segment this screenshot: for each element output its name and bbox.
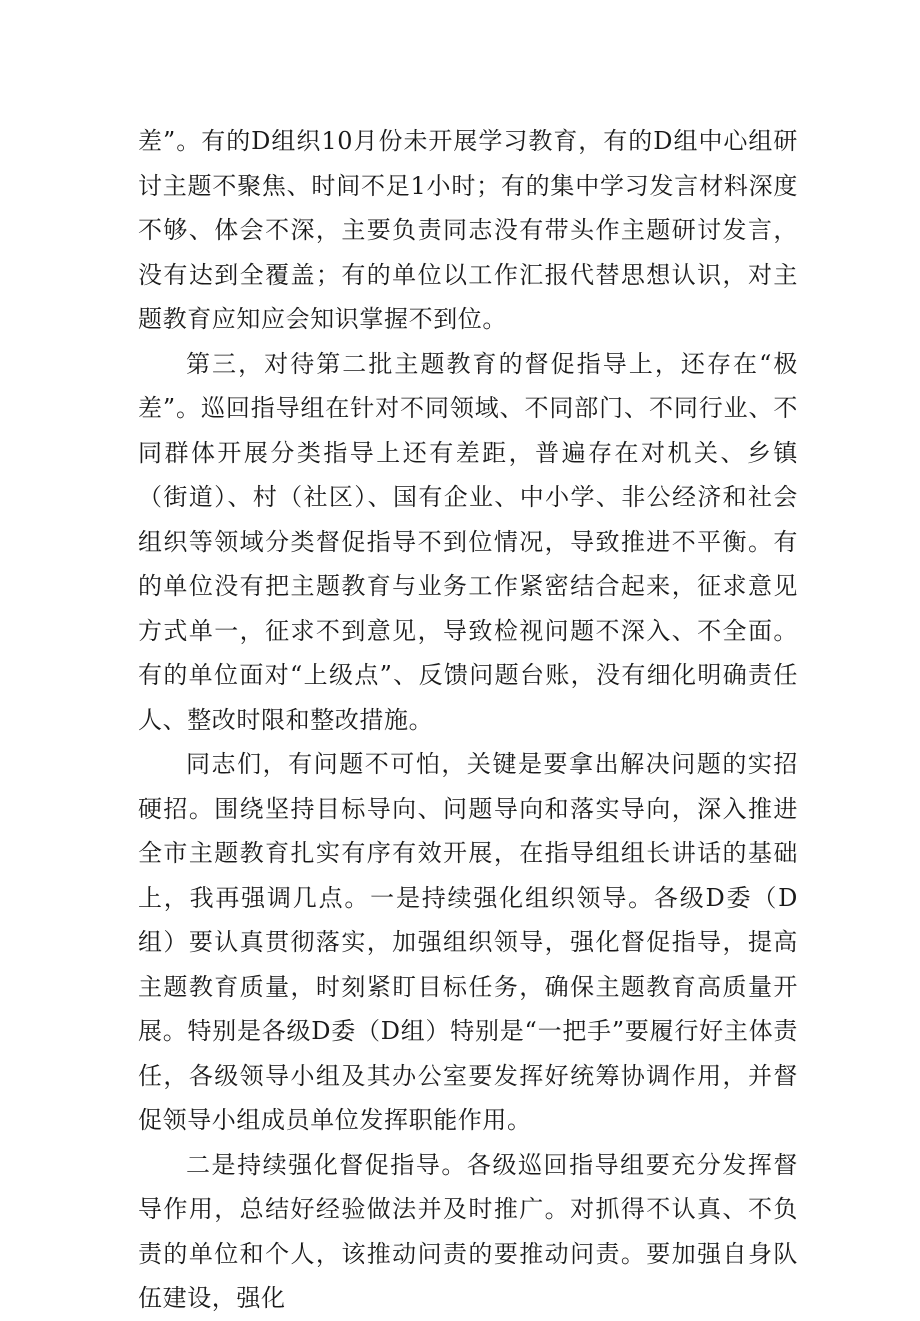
paragraph-3: 同志们，有问题不可怕，关键是要拿出解决问题的实招硬招。围绕坚持目标导向、问题导向和落实导向，深入推进全市主题教育扎实有序有效开展，在指导组组长讲话的基础上，我再强调几点。一是持续强化组织领导。各级D委（D组）要认真贯彻落实，加强组织领导，强化督促指导，提高主题教育质量，时刻紧盯目标任务，确保主题教育高质量开展。特别是各级D委（D组）特别是“一把手”要履行好主体责任，各级领导小组及其办公室要发挥好统筹协调作用，并督促领导小组成员单位发挥职能作用。 xyxy=(138,750,798,1134)
paragraph-1: 差”。有的D组织10月份未开展学习教育，有的D组中心组研讨主题不聚焦、时间不足1小时；有的集中学习发言材料深度不够、体会不深，主要负责同志没有带头作主题研讨发言，没有达到全覆盖；有的单位以工作汇报代替思想认识，对主题教育应知应会知识掌握不到位。 xyxy=(138,127,798,333)
paragraph-2: 第三，对待第二批主题教育的督促指导上，还存在“极差”。巡回指导组在针对不同领域、不同部门、不同行业、不同群体开展分类指导上还有差距，普遍存在对机关、乡镇（街道）、村（社区）、国有企业、中小学、非公经济和社会组织等领域分类督促指导不到位情况，导致推进不平衡。有的单位没有把主题教育与业务工作紧密结合起来，征求意见方式单一，征求不到意见，导致检视问题不深入、不全面。有的单位面对“上级点”、反馈问题台账，没有细化明确责任人、整改时限和整改措施。 xyxy=(138,349,798,734)
document-body xyxy=(138,119,798,1321)
paragraph-4: 二是持续强化督促指导。各级巡回指导组要充分发挥督导作用，总结好经验做法并及时推广。对抓得不认真、不负责的单位和个人，该推动问责的要推动问责。要加强自身队伍建设，强化 xyxy=(138,1150,798,1312)
